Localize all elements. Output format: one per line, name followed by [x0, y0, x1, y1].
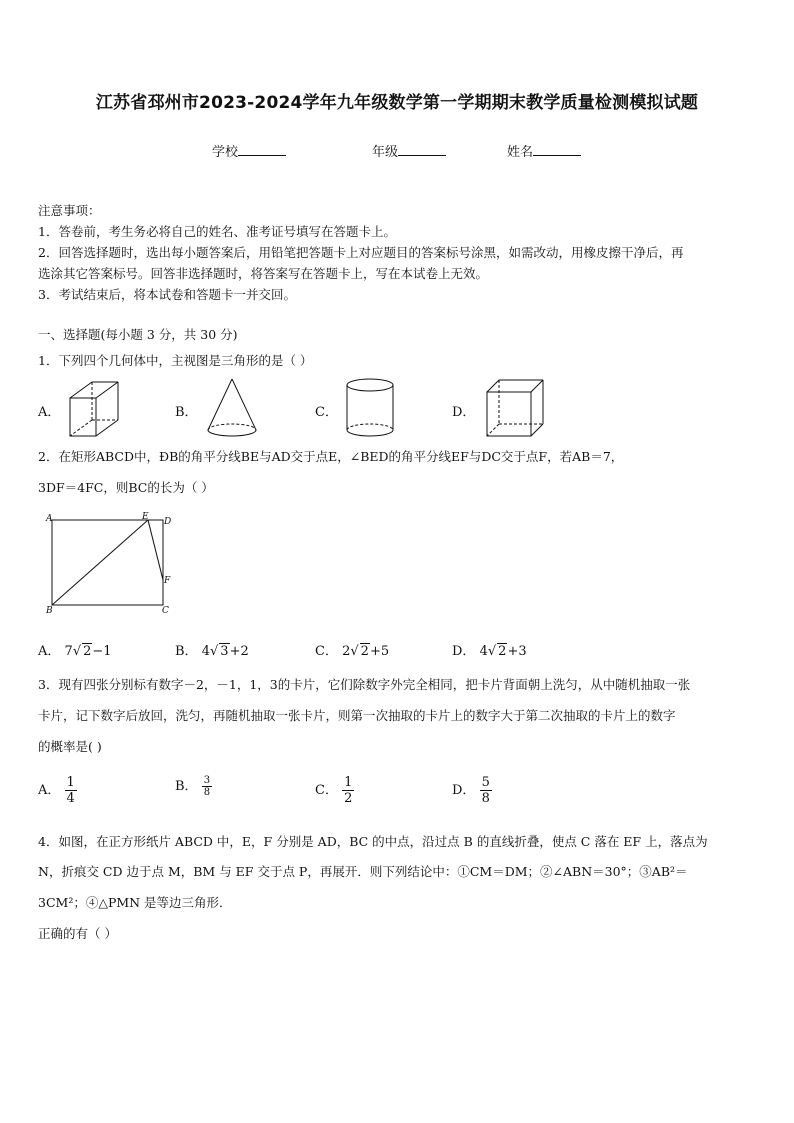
- q3-line-1: 3．现有四张分别标有数字－2，－1，1，3的卡片，它们除数字外完全相同，把卡片背面朝上洗匀，从中随机抽取一张: [38, 677, 691, 692]
- q1-option-c-label: C．: [315, 405, 338, 420]
- q2-option-d-label: D．: [452, 644, 476, 659]
- q3-line-2: 卡片，记下数字后放回，洗匀，再随机抽取一张卡片，则第一次抽取的卡片上的数字大于第二次抽取的卡片上的数字: [38, 708, 676, 723]
- section-heading: 一、选择题(每小题 3 分，共 30 分): [38, 327, 238, 342]
- q3-option-c-num: 1: [344, 775, 353, 790]
- q2-option-a-radicand: 2: [83, 644, 92, 659]
- name-label: 姓名: [507, 145, 534, 160]
- grade-field: [372, 141, 446, 160]
- q4-line-1: 4．如图，在正方形纸片 ABCD 中，E，F 分别是 AD，BC 的中点，沿过点 B 的直线折叠，使点 C 落在 EF 上，落点为: [38, 834, 708, 849]
- q4-line-4: 正确的有（ ）: [38, 926, 117, 941]
- q3-option-c-den: 2: [344, 791, 353, 806]
- fig-label-a: A: [46, 514, 53, 524]
- q2-option-c-label: C．: [315, 644, 338, 659]
- q3-option-a[interactable]: [38, 775, 77, 806]
- school-field: [212, 141, 286, 160]
- q2-option-b-coef: 4: [201, 644, 210, 659]
- rectangle-abcd-figure: [42, 510, 182, 618]
- q3-option-d-den: 8: [481, 791, 490, 806]
- fig-label-d: D: [164, 517, 172, 527]
- notice-item-2-line-1: 2．回答选择题时，选出每小题答案后，用铅笔把答题卡上对应题目的答案标号涂黑，如需改动，用橡皮擦干净后，再: [38, 245, 684, 260]
- q2-option-c-tail: +5: [369, 644, 390, 659]
- q2-option-c[interactable]: C． 2√ 2+5: [315, 644, 390, 659]
- school-label: 学校: [212, 145, 239, 160]
- q3-option-b[interactable]: [175, 775, 212, 798]
- q2-line-2: 3DF＝4FC，则BC的长为（ ）: [38, 480, 214, 495]
- grade-label: 年级: [372, 145, 399, 160]
- q2-line-1: 2．在矩形ABCD中，ÐB的角平分线BE与AD交于点E，∠BED的角平分线EF与DC交于点F，若AB＝7，: [38, 449, 624, 464]
- school-blank[interactable]: [238, 143, 286, 156]
- q2-option-d[interactable]: D． 4√ 2+3: [452, 644, 527, 659]
- fig-label-f: F: [164, 576, 171, 586]
- triangular-prism-figure: [64, 376, 124, 440]
- q2-option-a-label: A．: [38, 644, 61, 659]
- fig-label-b: B: [46, 606, 53, 616]
- segment-ef: [148, 520, 163, 580]
- q3-option-b-label: B．: [175, 779, 198, 794]
- q2-option-c-coef: 2: [342, 644, 351, 659]
- notice-block: [38, 200, 758, 305]
- cube-figure: [482, 376, 548, 440]
- segment-be: [52, 520, 148, 605]
- q2-option-b-radicand: 3: [220, 644, 229, 659]
- fig-label-e: E: [142, 512, 149, 522]
- q4-line-2: N，折痕交 CD 边于点 M，BM 与 EF 交于点 P，再展开．则下列结论中：①CM＝DM；②∠ABN＝30°；③AB²＝: [38, 864, 688, 879]
- q1-option-d-label: D．: [452, 405, 476, 420]
- cone-figure: [204, 376, 260, 440]
- notice-item-2-line-2: 选涂其它答案标号。回答非选择题时，将答案写在答题卡上，写在本试卷上无效。: [38, 266, 489, 281]
- q2-option-d-tail: +3: [507, 644, 527, 659]
- grade-blank[interactable]: [398, 143, 446, 156]
- notice-heading: 注意事项：: [38, 203, 101, 218]
- q2-option-b[interactable]: B． 4√ 3+2: [175, 644, 249, 659]
- q3-option-a-label: A．: [38, 783, 61, 798]
- q2-option-d-radicand: 2: [498, 644, 507, 659]
- q1-stem: 1．下列四个几何体中，主视图是三角形的是（ ）: [38, 353, 313, 368]
- q1-option-b-label: B．: [175, 405, 198, 420]
- q3-option-d-label: D．: [452, 783, 476, 798]
- q3-option-d-num: 5: [481, 775, 490, 790]
- name-blank[interactable]: [533, 143, 581, 156]
- q1-option-a-label: A．: [38, 405, 61, 420]
- q3-line-3: 的概率是( ): [38, 739, 102, 754]
- q2-option-b-tail: +2: [229, 644, 249, 659]
- page-title: 江苏省邳州市2023-2024学年九年级数学第一学期期末教学质量检测模拟试题: [95, 93, 699, 113]
- cylinder-figure: [342, 376, 398, 442]
- q3-option-d[interactable]: [452, 775, 492, 806]
- q4-line-3: 3CM²；④△PMN 是等边三角形．: [38, 895, 232, 910]
- q3-option-c-label: C．: [315, 783, 338, 798]
- name-field: [507, 141, 581, 160]
- q3-option-c[interactable]: [315, 775, 354, 806]
- q2-option-d-coef: 4: [479, 644, 488, 659]
- q2-option-a-tail: −1: [92, 644, 112, 659]
- q3-option-b-num: 3: [203, 775, 211, 786]
- q2-option-c-radicand: 2: [360, 644, 369, 659]
- rectangle-abcd: [52, 520, 163, 605]
- fig-label-c: C: [162, 606, 169, 616]
- q2-option-a-coef: 7: [64, 644, 73, 659]
- notice-item-1: 1．答卷前，考生务必将自己的姓名、准考证号填写在答题卡上。: [38, 224, 396, 239]
- q2-option-a[interactable]: A． 7√ 2−1: [38, 644, 112, 659]
- q2-option-b-label: B．: [175, 644, 198, 659]
- q3-option-a-den: 4: [66, 791, 75, 806]
- q3-option-b-den: 8: [203, 787, 211, 798]
- notice-item-3: 3．考试结束后，将本试卷和答题卡一并交回。: [38, 287, 296, 302]
- q3-option-a-num: 1: [66, 775, 75, 790]
